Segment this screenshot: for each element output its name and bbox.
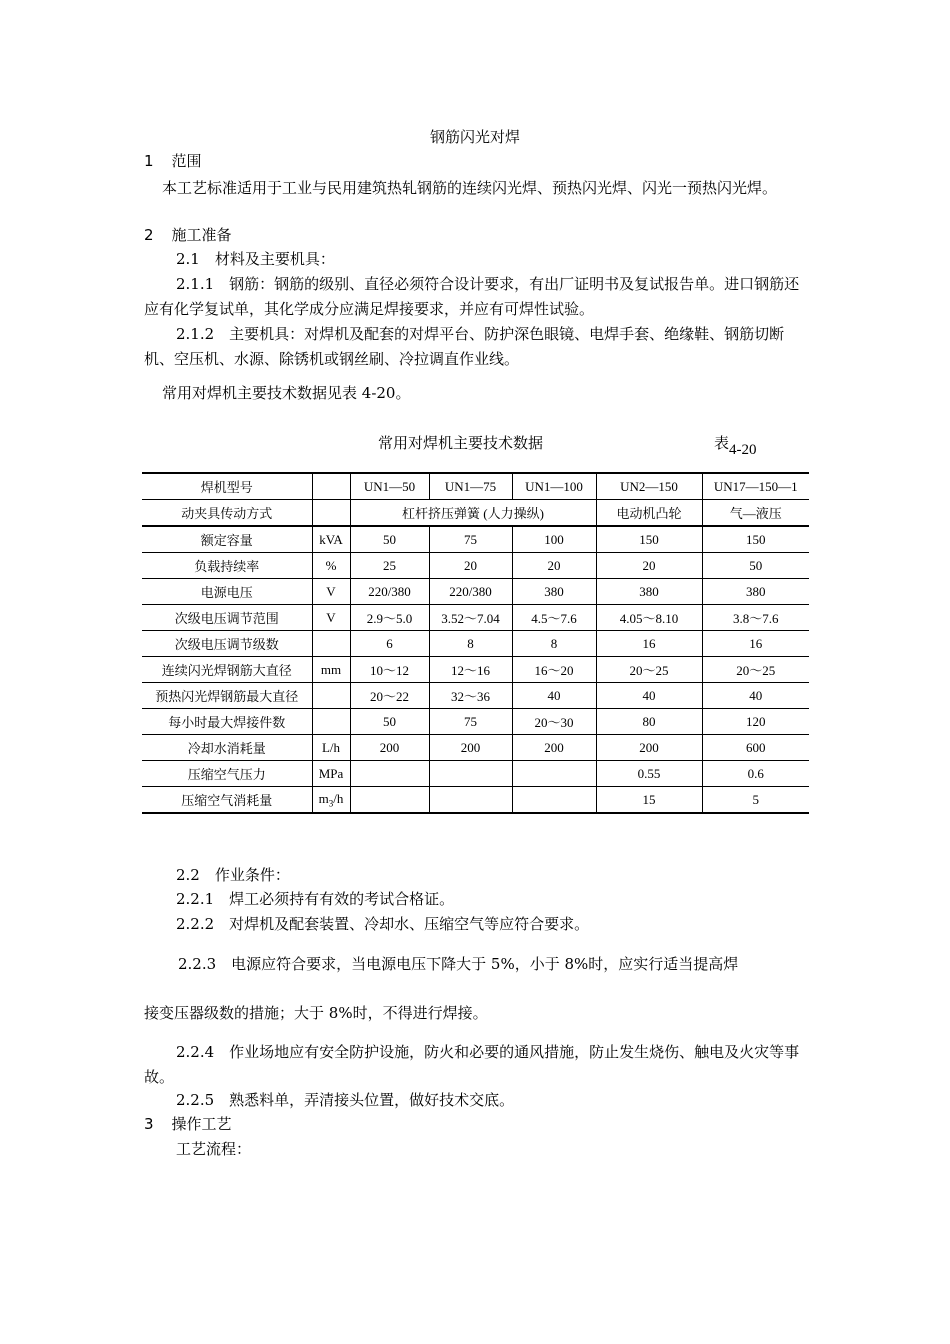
row-unit [312,631,350,657]
table-cell [512,787,596,814]
table-row [142,787,809,814]
table-row [142,579,809,605]
row-label: 动夹具传动方式 [142,500,312,527]
table-cell: 380 [596,579,702,605]
row-label: 预热闪光焊钢筋最大直径 [142,683,312,709]
table-header-row [142,473,809,500]
paragraph-2-2-5: 2.2.5 熟悉料单，弄清接头位置，做好技术交底。 [176,1091,515,1109]
row-unit: V [312,605,350,631]
table-cell: 2.9～5.0 [350,605,429,631]
table-cell: 3.52～7.04 [429,605,512,631]
table-cell: 10～12 [350,657,429,683]
header-cell-un2-150: UN2—150 [596,473,702,500]
table-label [714,432,757,458]
table-row [142,553,809,579]
table-cell: 75 [429,526,512,553]
row-label: 压缩空气消耗量 [142,787,312,814]
table-cell: 50 [350,709,429,735]
table-cell: 12～16 [429,657,512,683]
table-label-prefix: 表 [714,434,730,452]
page-title: 钢筋闪光对焊 [429,128,520,146]
table-cell: 380 [702,579,809,605]
row-unit: $m_3/h$ [312,787,350,814]
table-cell: 40 [596,683,702,709]
table-cell: 32～36 [429,683,512,709]
table-caption: 常用对焊机主要技术数据 [378,434,544,452]
table-cell: 200 [596,735,702,761]
paragraph-2-2-3-line2: 接变压器级数的措施；大于 8%时，不得进行焊接。 [144,1004,488,1022]
section-2-heading [144,224,232,246]
table-cell: 150 [702,526,809,553]
section-3-heading [144,1113,232,1135]
table-cell: 150 [596,526,702,553]
table-cell: 16～20 [512,657,596,683]
process-flow-label: 工艺流程： [176,1140,252,1158]
table-cell: 4.05～8.10 [596,605,702,631]
table-cell: 220/380 [429,579,512,605]
row-unit [312,500,350,527]
table-body [142,526,809,813]
header-cell-un1-50: UN1—50 [350,473,429,500]
row-label: 连续闪光焊钢筋大直径 [142,657,312,683]
subsection-2-2: 2.2 作业条件： [176,866,290,884]
table-cell: 20 [429,553,512,579]
section-1-heading [144,150,202,172]
table-cell: 16 [596,631,702,657]
row-unit [312,683,350,709]
header-cell-unit [312,473,350,500]
table-cell: 600 [702,735,809,761]
header-cell-model: 焊机型号 [142,473,312,500]
table-cell: 20 [596,553,702,579]
table-cell: 20～30 [512,709,596,735]
table-cell [350,761,429,787]
row-label: 次级电压调节范围 [142,605,312,631]
table-cell [429,761,512,787]
table-row [142,657,809,683]
row-label: 电源电压 [142,579,312,605]
table-cell: 200 [429,735,512,761]
row-unit: L/h [312,735,350,761]
table-cell: 220/380 [350,579,429,605]
paragraph-2-2-4: 2.2.4 作业场地应有安全防护设施，防火和必要的通风措施，防止发生烧伤、触电及火灾等事故。 [144,1043,800,1086]
row-label: 次级电压调节级数 [142,631,312,657]
table-cell: 3.8～7.6 [702,605,809,631]
table-label-number: 4-20 [729,442,757,458]
paragraph-2-1-1: 2.1.1 钢筋：钢筋的级别、直径必须符合设计要求，有出厂证明书及复试报告单。进口钢筋还应有化学复试单，其化学成分应满足焊接要求，并应有可焊性试验。 [144,275,800,318]
table-cell: 16 [702,631,809,657]
drive-lever-cell: 杠杆挤压弹簧 (人力操纵) [350,500,596,527]
table-cell: 0.55 [596,761,702,787]
table-cell: 50 [350,526,429,553]
paragraph-2-2-2: 2.2.2 对焊机及配套装置、冷却水、压缩空气等应符合要求。 [176,915,590,933]
table-cell: 5 [702,787,809,814]
section-title: 范围 [171,152,202,170]
paragraph-2-2-3-line1: 2.2.3 电源应符合要求，当电源电压下降大于 5%，小于 8%时，应实行适当提高焊 [178,955,739,973]
table-reference-text: 常用对焊机主要技术数据见表 4-20。 [162,384,411,402]
table-cell: 6 [350,631,429,657]
table-row-drive [142,500,809,527]
table-cell: 120 [702,709,809,735]
table-row [142,709,809,735]
header-cell-un17-150-1: UN17—150—1 [702,473,809,500]
row-unit: kVA [312,526,350,553]
table-cell: 80 [596,709,702,735]
row-label: 冷却水消耗量 [142,735,312,761]
row-unit [312,709,350,735]
table-cell: 25 [350,553,429,579]
row-unit: V [312,579,350,605]
table-row [142,631,809,657]
row-label: 负载持续率 [142,553,312,579]
header-cell-un1-75: UN1—75 [429,473,512,500]
table-cell: 20～22 [350,683,429,709]
section-title: 施工准备 [171,226,232,244]
table-cell: 8 [429,631,512,657]
section-number: 2 [144,226,154,244]
paragraph-2-1-2: 2.1.2 主要机具：对焊机及配套的对焊平台、防护深色眼镜、电焊手套、绝缘鞋、钢筋切断机、空压机、水源、除锈机或钢丝刷、冷拉调直作业线。 [144,325,785,368]
table-cell: 4.5～7.6 [512,605,596,631]
section-number: 3 [144,1115,154,1133]
row-label: 每小时最大焊接件数 [142,709,312,735]
section-title: 操作工艺 [171,1115,232,1133]
table-cell [350,787,429,814]
section-number: 1 [144,152,154,170]
table-cell: 200 [350,735,429,761]
table-cell: 50 [702,553,809,579]
table-cell: 75 [429,709,512,735]
table-cell: 0.6 [702,761,809,787]
paragraph-2-2-1: 2.2.1 焊工必须持有有效的考试合格证。 [176,890,455,908]
table-row [142,761,809,787]
header-cell-un1-100: UN1—100 [512,473,596,500]
row-unit: MPa [312,761,350,787]
spec-table [142,472,809,814]
table-row [142,605,809,631]
row-label: 压缩空气压力 [142,761,312,787]
section-1-text: 本工艺标准适用于工业与民用建筑热轧钢筋的连续闪光焊、预热闪光焊、闪光一预热闪光焊。 [162,179,778,197]
table-cell: 200 [512,735,596,761]
table-cell: 100 [512,526,596,553]
table-cell [512,761,596,787]
table-cell: 40 [512,683,596,709]
subsection-2-1: 2.1 材料及主要机具： [176,250,335,268]
row-label: 额定容量 [142,526,312,553]
table-cell: 8 [512,631,596,657]
table-cell: 40 [702,683,809,709]
table-cell: 20～25 [596,657,702,683]
table-cell: 380 [512,579,596,605]
table-cell [429,787,512,814]
table-cell: 15 [596,787,702,814]
table-row [142,735,809,761]
drive-pneumatic-cell: 气—液压 [702,500,809,527]
table-cell: 20 [512,553,596,579]
table-cell: 20～25 [702,657,809,683]
row-unit: mm [312,657,350,683]
table-row [142,683,809,709]
table-row [142,526,809,553]
drive-cam-cell: 电动机凸轮 [596,500,702,527]
row-unit: % [312,553,350,579]
